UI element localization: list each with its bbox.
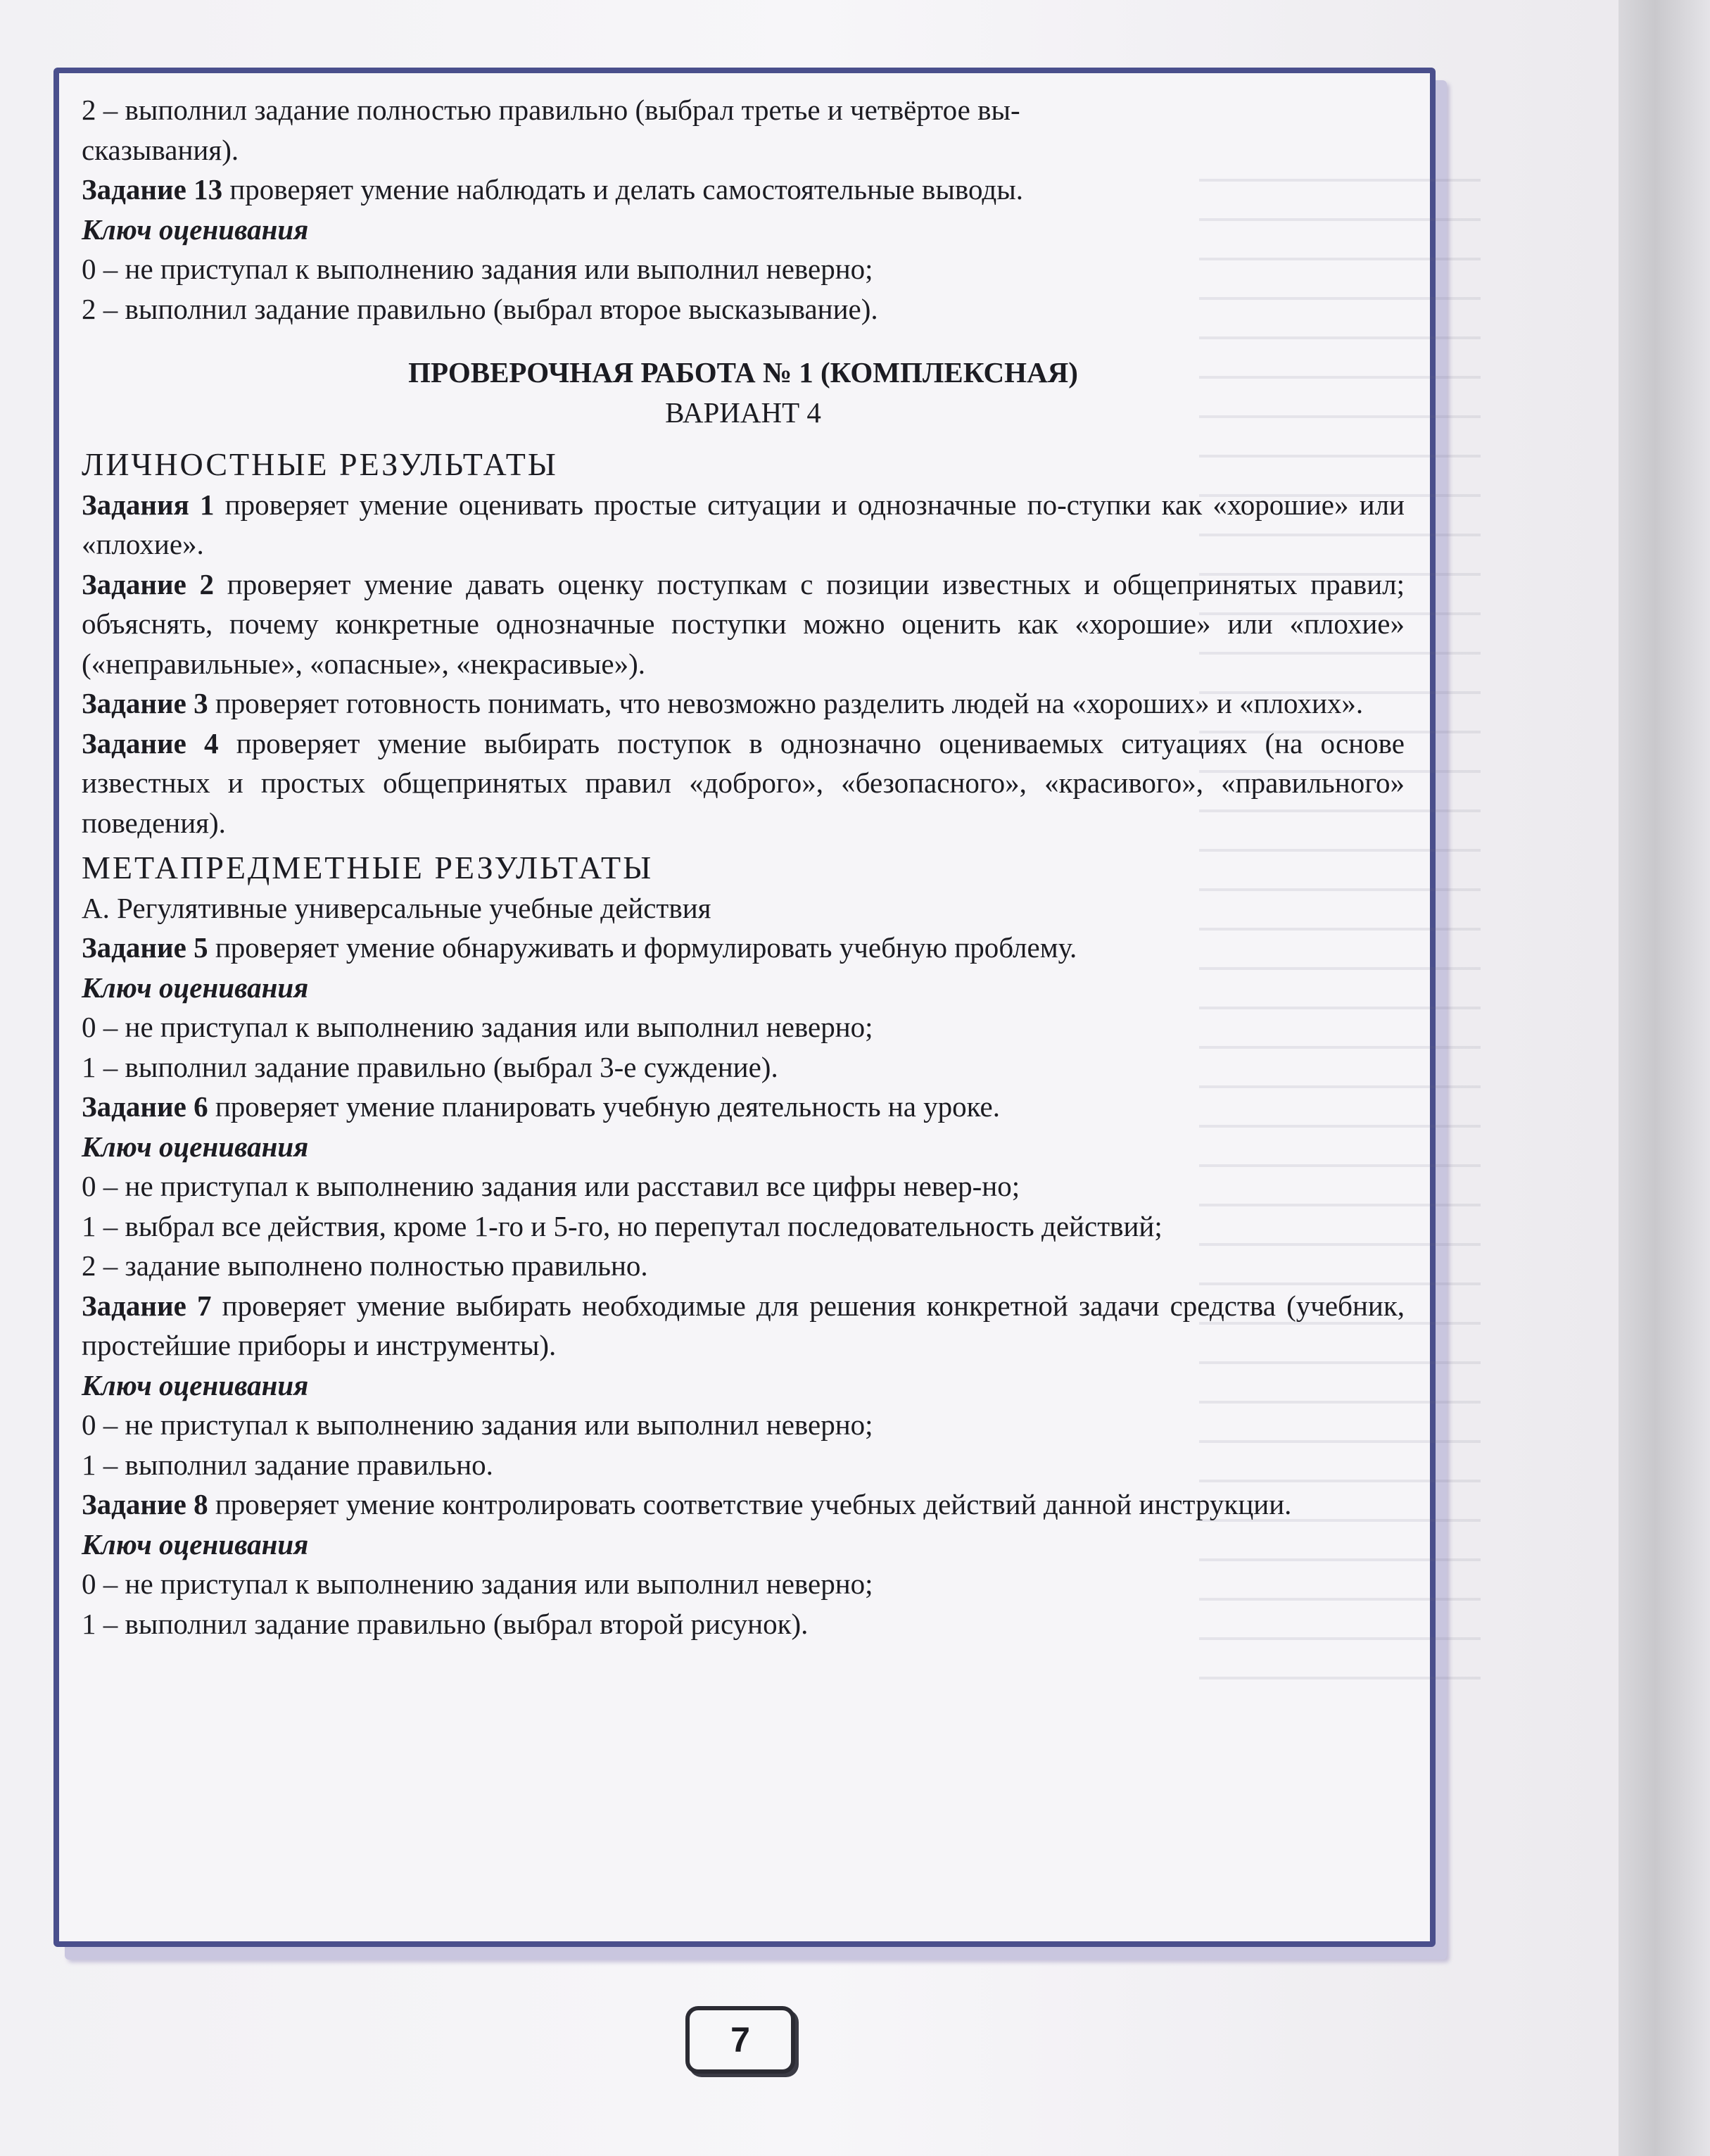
task-text: проверяет умение выбирать необходимые для решения конкретной задачи средства (учебник, простейшие приборы и инструменты). <box>82 1289 1405 1361</box>
line: сказывания). <box>82 133 239 166</box>
task-4 <box>82 724 1405 843</box>
task-3 <box>82 683 1405 724</box>
key-line: 0 – не приступал к выполнению задания или выполнил неверно; <box>82 253 873 285</box>
task-text: проверяет умение выбирать поступок в однозначно оцениваемых ситуациях (на основе известных и простых общепринятых правил «доброго», «безопасного», «красивого», «правильного» поведения). <box>82 726 1405 839</box>
task-2 <box>82 565 1405 684</box>
task-text: проверяет готовность понимать, что невозможно разделить людей на «хороших» и «плохих». <box>208 687 1364 719</box>
task-7 <box>82 1286 1405 1366</box>
task-text: проверяет умение давать оценку поступкам с позиции известных и общепринятых правил; объяснять, почему конкретные однозначные поступки можно оценить как «хорошие» или «плохие» («неправильные», «опасные», «некрасивые»). <box>82 567 1405 680</box>
key-heading: Ключ оценивания <box>82 1527 309 1561</box>
key-line: 0 – не приступал к выполнению задания или выполнил неверно; <box>82 1011 873 1043</box>
key-line: 1 – выполнил задание правильно (выбрал 3-е суждение). <box>82 1050 778 1083</box>
task-6 <box>82 1087 1405 1127</box>
task-text: проверяет умение наблюдать и делать самостоятельные выводы. <box>222 173 1023 206</box>
key-line: 2 – задание выполнено полностью правильно. <box>82 1249 648 1282</box>
key-heading: Ключ оценивания <box>82 1130 309 1163</box>
section-heading-meta: МЕТАПРЕДМЕТНЫЕ РЕЗУЛЬТАТЫ <box>82 850 654 885</box>
key-heading: Ключ оценивания <box>82 1368 309 1401</box>
key-line: 1 – выполнил задание правильно. <box>82 1448 493 1481</box>
task-text: проверяет умение обнаруживать и формулировать учебную проблему. <box>208 931 1077 964</box>
task-8 <box>82 1484 1405 1525</box>
task-text: проверяет умение оценивать простые ситуации и однозначные по-ступки как «хорошие» или «плохие». <box>82 488 1405 560</box>
prev-key-line <box>82 90 1405 170</box>
task-label: Задание 13 <box>82 173 223 206</box>
task-label: Задание 3 <box>82 687 208 719</box>
task-label: Задание 6 <box>82 1090 208 1123</box>
key-line: 0 – не приступал к выполнению задания или выполнил неверно; <box>82 1408 873 1441</box>
variant-title: ВАРИАНТ 4 <box>665 396 821 429</box>
task-13 <box>82 170 1405 210</box>
task-label: Задание 7 <box>82 1289 212 1322</box>
section-heading-personal: ЛИЧНОСТНЫЕ РЕЗУЛЬТАТЫ <box>82 446 558 482</box>
key-line: 2 – выполнил задание правильно (выбрал второе высказывание). <box>82 292 878 325</box>
key-line: 1 – выполнил задание правильно (выбрал второй рисунок). <box>82 1607 809 1640</box>
task-5 <box>82 928 1405 968</box>
task-label: Задание 4 <box>82 726 219 759</box>
line: 2 – выполнил задание полностью правильно (выбрал третье и четвёртое вы- <box>82 94 1020 126</box>
task-label: Задание 8 <box>82 1488 208 1520</box>
key-heading: Ключ оценивания <box>82 213 309 246</box>
key-heading: Ключ оценивания <box>82 971 309 1004</box>
key-line: 0 – не приступал к выполнению задания или расставил все цифры невер-но; <box>82 1170 1020 1202</box>
task-text: проверяет умение планировать учебную деятельность на уроке. <box>208 1090 1000 1123</box>
task-1 <box>82 485 1405 565</box>
key-line: 1 – выбрал все действия, кроме 1-го и 5-го, но перепутал последовательность действий; <box>82 1209 1163 1242</box>
task-label: Задание 2 <box>82 567 215 600</box>
page-number: 7 <box>685 2006 795 2074</box>
page-content <box>82 90 1405 1644</box>
task-label: Задание 5 <box>82 931 208 964</box>
task-text: проверяет умение контролировать соответствие учебных действий данной инструкции. <box>208 1488 1292 1520</box>
key-line: 0 – не приступал к выполнению задания или выполнил неверно; <box>82 1568 873 1600</box>
page-edge <box>1619 0 1710 2156</box>
work-title: ПРОВЕРОЧНАЯ РАБОТА № 1 (КОМПЛЕКСНАЯ) <box>408 356 1078 389</box>
task-label: Задания 1 <box>82 488 215 521</box>
subsection-heading: А. Регулятивные универсальные учебные действия <box>82 891 711 924</box>
